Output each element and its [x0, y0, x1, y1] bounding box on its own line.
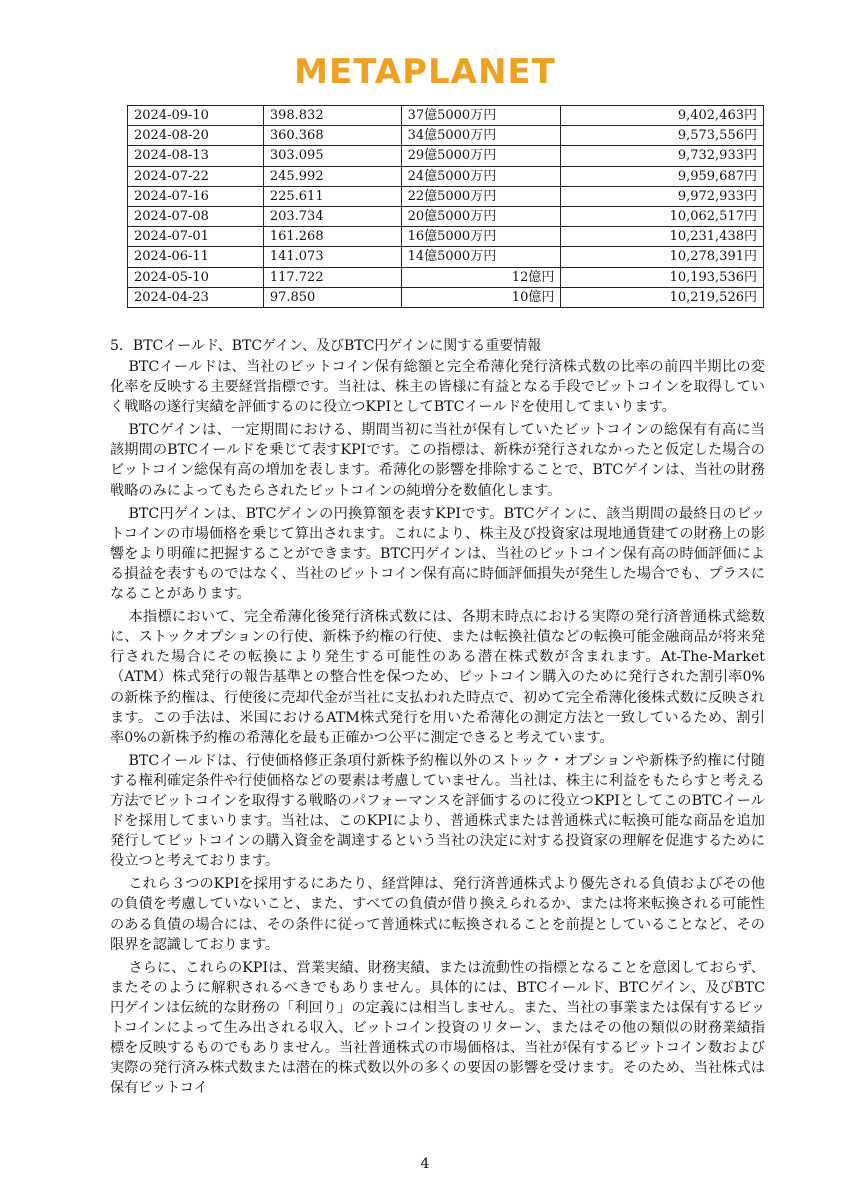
average-price-cell: 10,062,517円 [561, 206, 764, 226]
btc-amount-cell: 161.268 [263, 227, 401, 247]
table-row [128, 206, 764, 226]
date-cell: 2024-07-08 [128, 206, 264, 226]
table-row [128, 267, 764, 287]
btc-holdings-table [127, 105, 764, 308]
paragraph-btc-yen-gain: BTC円ゲインは、BTCゲインの円換算額を表すKPIです。BTCゲインに、該当期間の最終日のビットコインの市場価格を乗じて算出されます。これにより、株主及び投資家は現地通貨建ての財務上の影響をより明確に把握することができます。BTC円ゲインは、当社のビットコイン保有高の時価評価による損益を表すものではなく、当社のビットコイン保有高に時価評価損失が発生した場合でも、プラスになることがあります。 [110, 505, 765, 603]
date-cell: 2024-06-11 [128, 247, 264, 267]
date-cell: 2024-08-13 [128, 146, 264, 166]
average-price-cell: 10,193,536円 [561, 267, 764, 287]
btc-amount-cell: 225.611 [263, 186, 401, 206]
average-price-cell: 10,219,526円 [561, 287, 764, 307]
table-row [128, 186, 764, 206]
btc-amount-cell: 303.095 [263, 146, 401, 166]
paragraph-btc-yield: BTCイールドは、当社のビットコイン保有総額と完全希薄化発行済株式数の比率の前四半期比の変化率を反映する主要経営指標です。当社は、株主の皆様に有益となる手段でビットコインを取得していく戦略の遂行実績を評価するのに役立つKPIとしてBTCイールドを使用してまいります。 [110, 359, 765, 416]
btc-amount-cell: 97.850 [263, 287, 401, 307]
date-cell: 2024-09-10 [128, 106, 264, 126]
paragraph-not-performance-metric: さらに、これらのKPIは、営業実績、財務実績、または流動性の指標となることを意図しておらず、またそのように解釈されるべきでもありません。具体的には、BTCイールド、BTCゲイン、及びBTC円ゲインは伝統的な財務の「利回り」の定義には相当しません。また、当社の事業または保有するビットコインによって生み出される収入、ビットコイン投資のリターン、またはその他の類似の財務業績指標を反映するものでもありません。当社普通株式の市場価格は、当社が保有するビットコイン数および実際の発行済み株式数または潜在的株式数以外の多くの要因の影響を受けます。そのため、当社株式は保有ビットコイ [110, 959, 765, 1097]
date-cell: 2024-07-01 [128, 227, 264, 247]
paragraph-diluted-shares: 本指標において、完全希薄化後発行済株式数には、各期末時点における実際の発行済普通株式総数に、ストックオプションの行使、新株予約権の行使、または転換社債などの転換可能金融商品が将来発行された場合にその転換により発生する可能性のある潜在株式数が含まれます。At-The-Market（ATM）株式発行の報告基準との整合性を保つため、ビットコイン購入のために発行された割引率0%の新株予約権は、行使後に売却代金が当社に支払われた時点で、初めて完全希薄化後株式数に反映されます。この手法は、米国におけるATM株式発行を用いた希薄化の測定方法と一致しているため、割引率0%の新株予約権の希薄化を最も正確かつ公平に測定できると考えています。 [110, 609, 765, 746]
paragraph-btc-yield-limits: BTCイールドは、行使価格修正条項付新株予約権以外のストック・オプションや新株予約権に付随する権利確定条件や行使価格などの要素は考慮していません。当社は、株主に利益をもたらすと考える方法でビットコインを取得する戦略のパフォーマンスを評価するのに役立つKPIとしてこのBTCイールドを採用してまいります。当社は、このKPIにより、普通株式または普通株式に転換可能な商品を追加発行してビットコインの購入資金を調達するという当社の決定に対する投資家の理解を促進するために役立つと考えております。 [110, 752, 765, 870]
btc-amount-cell: 141.073 [263, 247, 401, 267]
total-cost-cell: 22億5000万円 [401, 186, 561, 206]
total-cost-cell: 12億円 [401, 267, 561, 287]
table-row [128, 126, 764, 146]
btc-amount-cell: 117.722 [263, 267, 401, 287]
table-row [128, 227, 764, 247]
total-cost-cell: 29億5000万円 [401, 146, 561, 166]
paragraph-kpi-limitations: これら３つのKPIを採用するにあたり、経営陣は、発行済普通株式より優先される負債およびその他の負債を考慮していないこと、また、すべての負債が借り換えられるか、または将来転換される可能性のある負債の場合には、その条件に従って普通株式に転換されることを前提としていることなど、その限界を認識しております。 [110, 876, 765, 953]
average-price-cell: 9,573,556円 [561, 126, 764, 146]
btc-amount-cell: 360.368 [263, 126, 401, 146]
table-row [128, 146, 764, 166]
date-cell: 2024-05-10 [128, 267, 264, 287]
average-price-cell: 9,959,687円 [561, 166, 764, 186]
table-row [128, 247, 764, 267]
date-cell: 2024-07-22 [128, 166, 264, 186]
table-row [128, 166, 764, 186]
total-cost-cell: 14億5000万円 [401, 247, 561, 267]
average-price-cell: 9,732,933円 [561, 146, 764, 166]
average-price-cell: 10,231,438円 [561, 227, 764, 247]
section-heading: 5．BTCイールド、BTCゲイン、及びBTC円ゲインに関する重要情報 [110, 338, 542, 354]
average-price-cell: 9,972,933円 [561, 186, 764, 206]
date-cell: 2024-07-16 [128, 186, 264, 206]
total-cost-cell: 34億5000万円 [401, 126, 561, 146]
total-cost-cell: 37億5000万円 [401, 106, 561, 126]
total-cost-cell: 24億5000万円 [401, 166, 561, 186]
average-price-cell: 10,278,391円 [561, 247, 764, 267]
date-cell: 2024-04-23 [128, 287, 264, 307]
total-cost-cell: 10億円 [401, 287, 561, 307]
total-cost-cell: 16億5000万円 [401, 227, 561, 247]
table-row [128, 287, 764, 307]
btc-amount-cell: 398.832 [263, 106, 401, 126]
paragraph-btc-gain: BTCゲインは、一定期間における、期間当初に当社が保有していたビットコインの総保有有高に当該期間のBTCイールドを乗じて表すKPIです。この指標は、新株が発行されなかったと仮定した場合のビットコイン総保有高の増加を表します。希薄化の影響を排除することで、BTCゲインは、当社の財務戦略のみによってもたらされたビットコインの純増分を数値化します。 [110, 422, 765, 499]
average-price-cell: 9,402,463円 [561, 106, 764, 126]
table-row [128, 106, 764, 126]
date-cell: 2024-08-20 [128, 126, 264, 146]
btc-amount-cell: 245.992 [263, 166, 401, 186]
total-cost-cell: 20億5000万円 [401, 206, 561, 226]
body-text [110, 357, 765, 1098]
metaplanet-logo: METAPLANET [294, 52, 556, 92]
page-number: 4 [420, 1156, 430, 1172]
btc-amount-cell: 203.734 [263, 206, 401, 226]
